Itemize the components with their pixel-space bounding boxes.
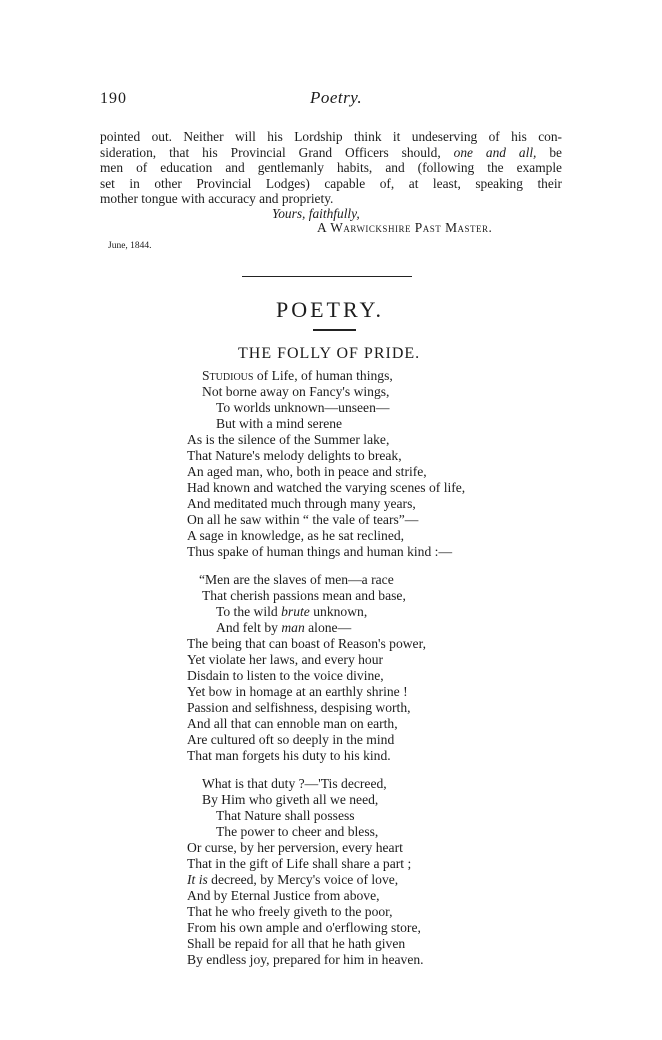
poem-line: And meditated much through many years, — [187, 496, 416, 511]
page-number: 190 — [100, 90, 127, 107]
poem-line: From his own ample and o'erflowing store, — [187, 920, 421, 935]
poem-line: Studious of Life, of human things, — [202, 368, 393, 383]
letter-line: mother tongue with accuracy and propriety. — [100, 191, 334, 207]
poem-line: Are cultured oft so deeply in the mind — [187, 732, 395, 747]
poem-line: Yet violate her laws, and every hour — [187, 652, 384, 667]
letter-line: sideration, that his Provincial Grand Officers should, one and all, be — [100, 144, 562, 160]
poem-line: Disdain to listen to the voice divine, — [187, 668, 384, 683]
letter-line: pointed out. Neither will his Lordship think it undeserving of his con- — [100, 129, 562, 144]
signature-prefix: A — [317, 220, 327, 235]
poem-title: THE FOLLY OF PRIDE. — [238, 345, 421, 362]
poem-line: To worlds unknown—unseen— — [216, 400, 390, 415]
poem-line: What is that duty ?—'Tis decreed, — [202, 776, 387, 791]
poem-line: Not borne away on Fancy's wings, — [202, 384, 390, 399]
poem-line: And by Eternal Justice from above, — [187, 888, 380, 903]
poem-line: It is decreed, by Mercy's voice of love, — [187, 872, 399, 887]
poem-line: To the wild brute unknown, — [216, 604, 368, 619]
poem-line: That Nature's melody delights to break, — [187, 448, 402, 463]
poem-line: “Men are the slaves of men—a race — [199, 572, 394, 587]
poem-line: By endless joy, prepared for him in heaven. — [187, 952, 424, 967]
running-title: Poetry. — [310, 88, 363, 107]
letter-date: June, 1844. — [108, 241, 152, 251]
poem-line: A sage in knowledge, as he sat reclined, — [187, 528, 405, 543]
poem-line: On all he saw within “ the vale of tears”— — [187, 512, 419, 527]
poem-line: That man forgets his duty to his kind. — [187, 748, 391, 763]
poem-line: As is the silence of the Summer lake, — [187, 432, 390, 447]
poem-line: By Him who giveth all we need, — [202, 792, 379, 807]
letter-signature — [317, 220, 492, 236]
section-title: POETRY. — [275, 297, 384, 322]
letter-closing: Yours, faithfully, — [272, 206, 360, 221]
poem-line: And felt by man alone— — [216, 620, 352, 635]
letter-line: men of education and gentlemanly habits, and (following the example — [100, 160, 562, 176]
poem-line: That in the gift of Life shall share a part ; — [187, 856, 412, 871]
poem-line: That he who freely giveth to the poor, — [187, 904, 393, 919]
poem-line: And all that can ennoble man on earth, — [187, 716, 398, 731]
poem-line: The being that can boast of Reason's power, — [187, 636, 426, 651]
poem-line: That cherish passions mean and base, — [202, 588, 406, 603]
poem-line: Yet bow in homage at an earthly shrine ! — [187, 684, 408, 699]
letter-paragraph — [100, 129, 562, 207]
poem-line: Passion and selfishness, despising worth, — [187, 700, 411, 715]
poem-line: Had known and watched the varying scenes of life, — [187, 480, 466, 495]
poem-line: The power to cheer and bless, — [216, 824, 379, 839]
section-divider — [242, 276, 412, 277]
poem-line: But with a mind serene — [216, 416, 343, 431]
signature-name: Warwickshire Past Master. — [330, 220, 493, 235]
poem-line: An aged man, who, both in peace and strife, — [187, 464, 427, 479]
poem-line: Thus spake of human things and human kind :— — [187, 544, 453, 559]
poem-line: Or curse, by her perversion, every heart — [187, 840, 403, 855]
poem-line: That Nature shall possess — [216, 808, 355, 823]
letter-line: set in other Provincial Lodges) capable of, at least, speaking their — [100, 175, 562, 191]
poem-line: Shall be repaid for all that he hath given — [187, 936, 406, 951]
title-underline — [313, 329, 356, 331]
